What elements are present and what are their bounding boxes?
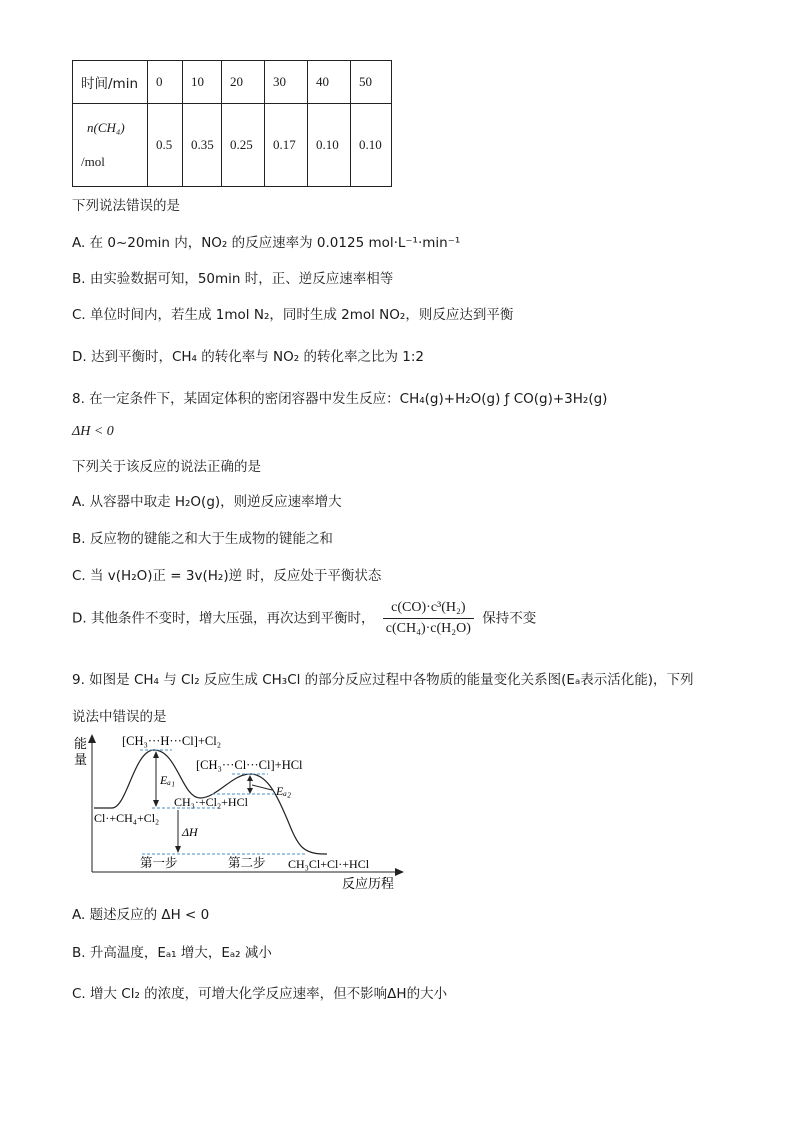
q8-option-d-suffix: 保持不变 bbox=[482, 610, 537, 627]
table-header-n bbox=[73, 104, 148, 187]
q9-option-c: C. 增大 Cl₂ 的浓度，可增大化学反应速率，但不影响ΔH的大小 bbox=[72, 986, 448, 1002]
step1-label: 第一步 bbox=[140, 856, 178, 870]
fraction-numerator: c(CO)·c³(H₂) bbox=[383, 600, 474, 619]
table-cell: 0.10 bbox=[308, 104, 351, 187]
q7-option-b: B. 由实验数据可知，50min 时，正、逆反应速率相等 bbox=[72, 271, 394, 287]
q8-prompt: 下列关于该反应的说法正确的是 bbox=[72, 459, 261, 475]
q8-stem: 8. 在一定条件下，某固定体积的密闭容器中发生反应：CH₄(g)+H₂O(g) ƒ CO(g)+3H₂(g) bbox=[72, 391, 608, 407]
q8-delta-h: ΔH < 0 bbox=[72, 424, 114, 439]
q8-option-a: A. 从容器中取走 H₂O(g)，则逆反应速率增大 bbox=[72, 494, 342, 510]
ts1-label: [CH₃···H···Cl]+Cl₂ bbox=[122, 734, 222, 748]
table-cell: 0 bbox=[148, 61, 183, 104]
data-table bbox=[72, 60, 392, 187]
products-label: CH₃Cl+Cl·+HCl bbox=[288, 857, 370, 871]
ea2-label: Eₐ₂ bbox=[276, 784, 292, 798]
table-row bbox=[73, 104, 392, 187]
table-cell: 40 bbox=[308, 61, 351, 104]
fraction-denominator: c(CH₄)·c(H₂O) bbox=[385, 621, 471, 636]
table-cell: 50 bbox=[351, 61, 392, 104]
n-ch4-label: n(CH₄) bbox=[87, 120, 125, 135]
table-cell: 10 bbox=[183, 61, 222, 104]
ea2-leader bbox=[252, 785, 272, 790]
table-cell: 0.17 bbox=[265, 104, 308, 187]
y-axis-label-2: 量 bbox=[74, 752, 88, 767]
dh-arrowhead bbox=[175, 846, 181, 853]
q8-option-d bbox=[72, 600, 536, 637]
table-cell: 20 bbox=[222, 61, 265, 104]
q7-option-d: D. 达到平衡时，CH₄ 的转化率与 NO₂ 的转化率之比为 1:2 bbox=[72, 349, 424, 365]
energy-diagram bbox=[72, 730, 412, 895]
ea1-arrowhead-up bbox=[153, 751, 159, 758]
ts2-label: [CH₃···Cl···Cl]+HCl bbox=[196, 758, 303, 772]
table-cell: 0.25 bbox=[222, 104, 265, 187]
q7-option-a: A. 在 0~20min 内，NO₂ 的反应速率为 0.0125 mol·L⁻¹·min⁻¹ bbox=[72, 235, 461, 251]
q9-option-a: A. 题述反应的 ΔH < 0 bbox=[72, 907, 210, 923]
y-axis-label-1: 能 bbox=[74, 736, 88, 751]
unit-label: /mol bbox=[81, 154, 105, 169]
x-axis-label: 反应历程 bbox=[342, 876, 395, 891]
x-axis-arrow bbox=[395, 868, 404, 876]
q8-option-d-text: D. 其他条件不变时，增大压强，再次达到平衡时， bbox=[72, 610, 375, 627]
table-cell: 30 bbox=[265, 61, 308, 104]
ea2-arrowhead-down bbox=[247, 788, 253, 794]
intermediate-label: CH₃·+Cl₂+HCl bbox=[174, 795, 248, 809]
table-row bbox=[73, 61, 392, 104]
ea1-label: Eₐ₁ bbox=[160, 773, 176, 787]
table-cell: 0.35 bbox=[183, 104, 222, 187]
ea1-arrowhead-down bbox=[153, 800, 159, 807]
table-header-time: 时间/min bbox=[73, 61, 148, 104]
q7-prompt: 下列说法错误的是 bbox=[72, 198, 180, 214]
step2-label: 第二步 bbox=[228, 856, 266, 870]
q8-option-c: C. 当 v(H₂O)正 = 3v(H₂)逆 时，反应处于平衡状态 bbox=[72, 568, 382, 584]
q9-option-b: B. 升高温度，Eₐ₁ 增大，Eₐ₂ 减小 bbox=[72, 945, 272, 961]
equilibrium-fraction bbox=[383, 600, 474, 637]
q9-stem: 9. 如图是 CH₄ 与 Cl₂ 反应生成 CH₃Cl 的部分反应过程中各物质的能量变化关系图(Eₐ表示活化能)，下列 bbox=[72, 672, 694, 688]
table-cell: 0.10 bbox=[351, 104, 392, 187]
dh-label: ΔH bbox=[182, 825, 198, 839]
y-axis-arrow bbox=[88, 734, 96, 743]
q7-option-c: C. 单位时间内，若生成 1mol N₂，同时生成 2mol NO₂，则反应达到平衡 bbox=[72, 307, 514, 323]
q8-option-b: B. 反应物的键能之和大于生成物的键能之和 bbox=[72, 531, 333, 547]
q9-stem-cont: 说法中错误的是 bbox=[72, 709, 167, 725]
table-cell: 0.5 bbox=[148, 104, 183, 187]
reactants-label: Cl·+CH₄+Cl₂ bbox=[94, 811, 160, 825]
ea2-arrowhead-up bbox=[247, 775, 253, 781]
